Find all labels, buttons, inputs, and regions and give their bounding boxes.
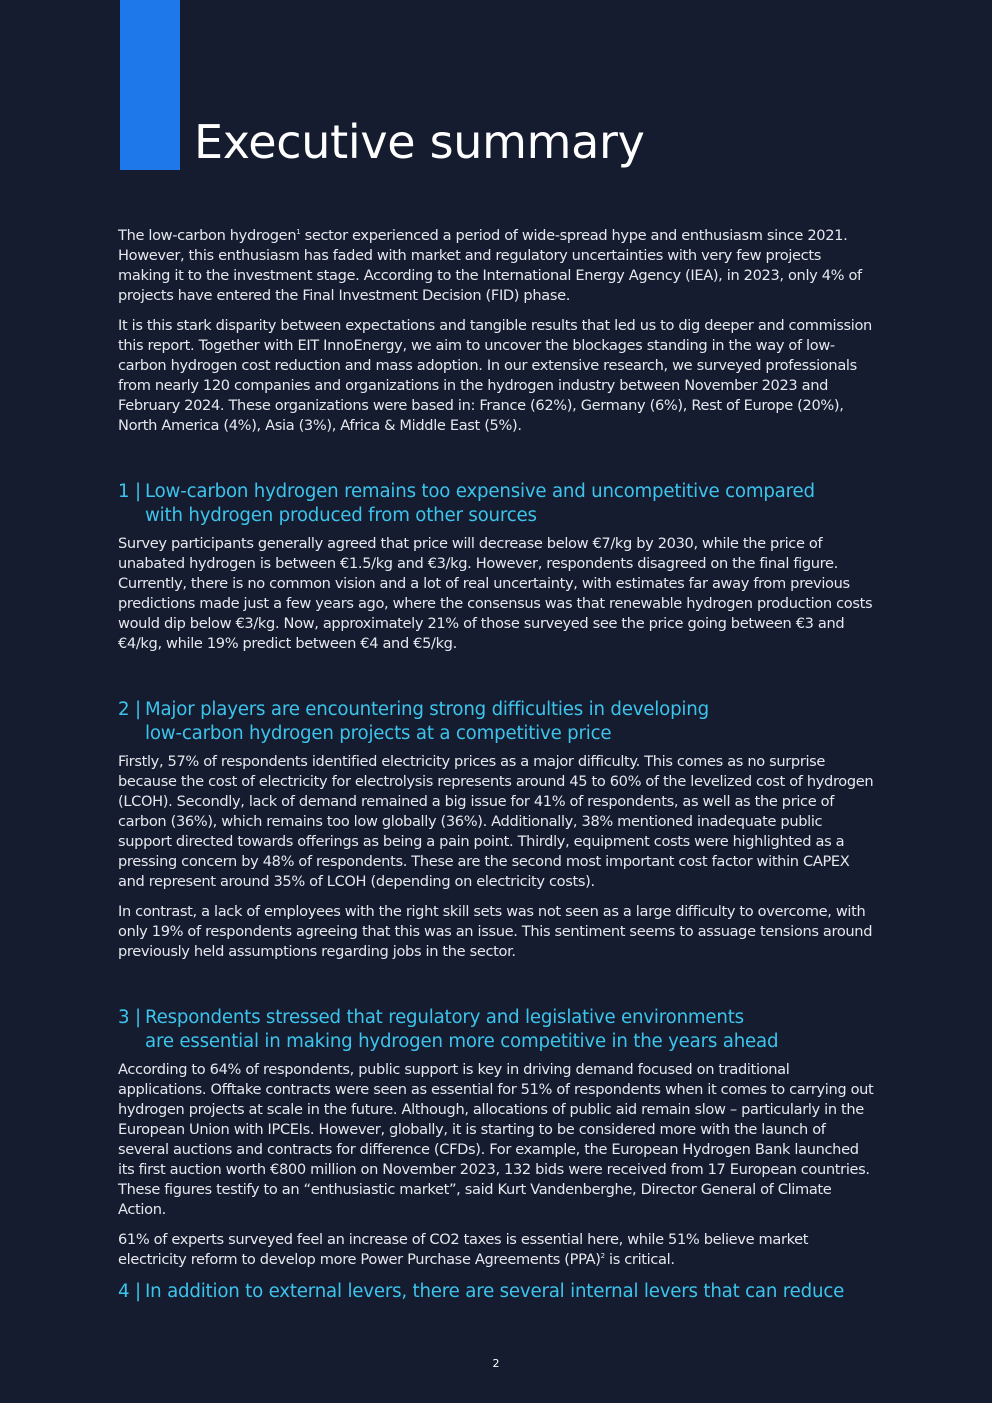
section-3-number: 3 | (118, 1007, 141, 1028)
section-4-heading-line-1: In addition to external levers, there are several internal levers that can reduce (145, 1281, 845, 1302)
page-number: 2 (492, 1357, 500, 1370)
section-4-heading (118, 1280, 874, 1304)
footnote-ref-1: 1 (296, 228, 301, 236)
section-2-heading-line-1: Major players are encountering strong difficulties in developing (145, 699, 709, 720)
section-1-heading-line-2: with hydrogen produced from other sources (145, 505, 537, 526)
intro-paragraph-1 (118, 226, 874, 306)
section-3-paragraph-1: According to 64% of respondents, public support is key in driving demand focused on traditional applications. Offtake contracts were seen as essential for 51% of respondents when it comes to carrying out hydrogen projects at scale in the future. Although, allocations of public aid remain slow – particularly in the European Union with IPCEIs. However, globally, it is starting to be considered more with the launch of several auctions and contracts for difference (CFDs). For example, the European Hydrogen Bank launched its first auction worth €800 million on November 2023, 132 bids were received from 17 European countries. These figures testify to an “enthusiastic market”, said Kurt Vandenberghe, Director General of Climate Action. (118, 1061, 874, 1218)
section-2-paragraph-2: In contrast, a lack of employees with the right skill sets was not seen as a large difficulty to overcome, with only 19% of respondents agreeing that this was an issue. This sentiment seems to assuage tensions around previously held assumptions regarding jobs in the sector. (118, 903, 873, 960)
main-content (118, 226, 874, 1304)
intro-p1-text-b: sector experienced a period of wide-spread hype and enthusiasm since 2021. However, this enthusiasm has faded with market and regulatory uncertainties with very few projects making it to the investment stage. According to the International Energy Agency (IEA), in 2023, only 4% of projects have entered the Final Investment Decision (FID) phase. (118, 227, 862, 304)
section-1-heading (118, 480, 874, 528)
section-4-number: 4 | (118, 1281, 141, 1302)
section-2-heading-line-2: low-carbon hydrogen projects at a competitive price (145, 723, 612, 744)
title-accent-bar (120, 0, 180, 170)
footnote-ref-2: 2 (600, 1252, 605, 1260)
page-title: Executive summary (194, 115, 645, 169)
section-1-number: 1 | (118, 481, 141, 502)
section-3-paragraph-2 (118, 1230, 874, 1270)
section-3-heading (118, 1006, 874, 1054)
section-3-heading-line-1: Respondents stressed that regulatory and legislative environments (145, 1007, 744, 1028)
intro-p1-text-a: The low-carbon hydrogen (118, 227, 297, 244)
section-2-number: 2 | (118, 699, 141, 720)
section-2-paragraph-1: Firstly, 57% of respondents identified electricity prices as a major difficulty. This comes as no surprise because the cost of electricity for electrolysis represents around 45 to 60% of the levelized cost of hydrogen (LCOH). Secondly, lack of demand remained a big issue for 41% of respondents, as well as the price of carbon (36%), which remains too low globally (36%). Additionally, 38% mentioned inadequate public support directed towards offerings as being a pain point. Thirdly, equipment costs were highlighted as a pressing concern by 48% of respondents. These are the second most important cost factor within CAPEX and represent around 35% of LCOH (depending on electricity costs). (118, 753, 874, 890)
section-1-paragraph-1: Survey participants generally agreed that price will decrease below €7/kg by 2030, while the price of unabated hydrogen is between €1.5/kg and €3/kg. However, respondents disagreed on the final figure. Currently, there is no common vision and a lot of real uncertainty, with estimates far away from previous predictions made just a few years ago, where the consensus was that renewable hydrogen production costs would dip below €3/kg. Now, approximately 21% of those surveyed see the price going between €3 and €4/kg, while 19% predict between €4 and €5/kg. (118, 535, 873, 652)
section-3-heading-line-2: are essential in making hydrogen more competitive in the years ahead (145, 1031, 779, 1052)
section-3-p2-text-b: is critical. (604, 1251, 675, 1268)
section-3-p2-text-a: 61% of experts surveyed feel an increase of CO2 taxes is essential here, while 51% believe market electricity reform to develop more Power Purchase Agreements (PPA) (118, 1231, 809, 1268)
section-2-heading (118, 698, 874, 746)
section-1-heading-line-1: Low-carbon hydrogen remains too expensive and uncompetitive compared (145, 481, 815, 502)
intro-paragraph-2: It is this stark disparity between expectations and tangible results that led us to dig deeper and commission this report. Together with EIT InnoEnergy, we aim to uncover the blockages standing in the way of low-carbon hydrogen cost reduction and mass adoption. In our extensive research, we surveyed professionals from nearly 120 companies and organizations in the hydrogen industry between November 2023 and February 2024. These organizations were based in: France (62%), Germany (6%), Rest of Europe (20%), North America (4%), Asia (3%), Africa & Middle East (5%). (118, 317, 872, 434)
